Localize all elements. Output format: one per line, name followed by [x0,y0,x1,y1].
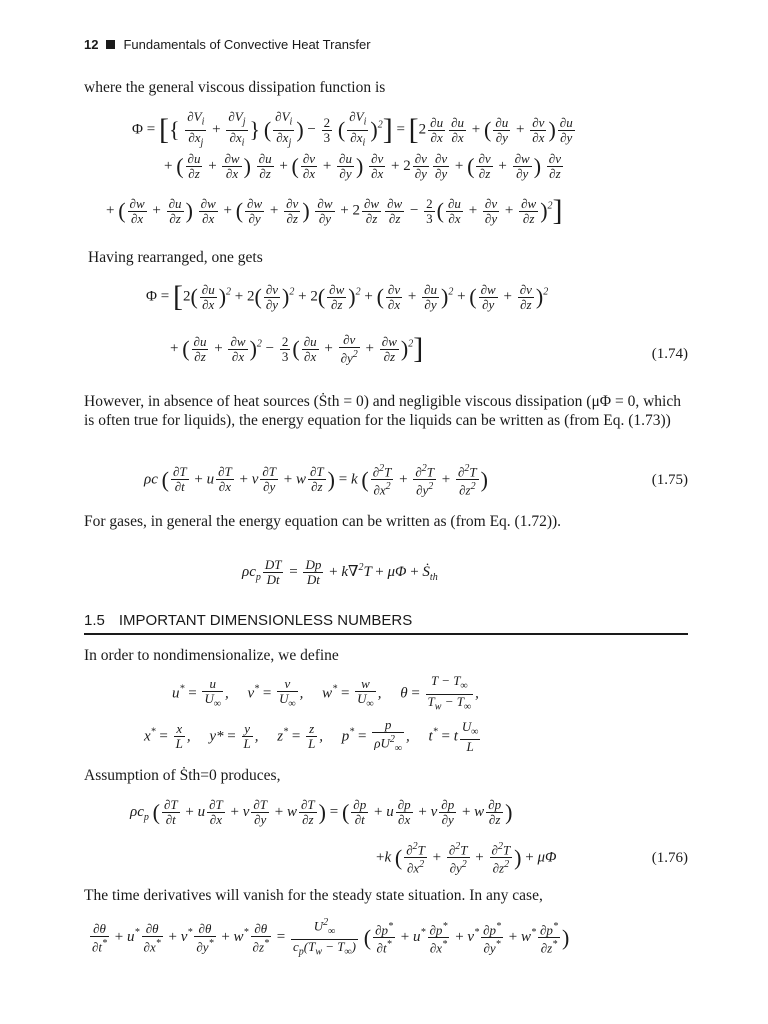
equation-phi-general-line1: Φ = [{ $\frac{\partial V_i}{\partial x_j}$ + $\frac{\partial V_j}{\partial x_i}$ } ( $\frac{\partial V_i}{\partial x_j}$ ) − $\frac{2}{3}$ ( $\frac{\partial V_i}{\partial x_i}$ )$^2$] = [2 $\frac{\partial u}{\partial x}$ $\frac{\partial u}{\partial x}$ + ( $\frac{\partial u}{\partial y}$ + $\frac{\partial v}{\partial x}$ ) $\frac{\partial u}{\partial y}$ [132,109,573,149]
equation-dimensionless-energy: $\frac{\partial\theta}{\partial t^*}$ + u* $\frac{\partial\theta}{\partial x^*}$ + v* $\frac{\partial\theta}{\partial y^*}$ + w* $\frac{\partial\theta}{\partial z^*}$ = $\frac{U^2_\infty}{c_p(T_w - T_\infty)}$ ( $\frac{\partial p^*}{\partial t^*}$ + u* $\frac{\partial p^*}{\partial x^*}$ + v* $\frac{\partial p^*}{\partial y^*}$ + w* $\frac{\partial p^*}{\partial z^*}$ ) [92,917,570,958]
rearranged-text: Having rearranged, one gets [88,249,263,266]
equation-1-75: ρc ( $\frac{\partial T}{\partial t}$ + u $\frac{\partial T}{\partial x}$ + v $\frac{\partial T}{\partial y}$ + w $\frac{\partial T}{\partial z}$ ) = k ( $\frac{\partial^2T}{\partial x^2}$ + $\frac{\partial^2T}{\partial y^2}$ + $\frac{\partial^2T}{\partial z^2}$ ) (1.75) [144,463,688,498]
section-heading [84,612,688,635]
equation-1-74-line2: + ( $\frac{\partial u}{\partial z}$ + $\frac{\partial w}{\partial x}$ )$^2$ − $\frac{2}{3}$ ( $\frac{\partial u}{\partial x}$ + $\frac{\partial v}{\partial y^2}$ + $\frac{\partial w}{\partial z}$ )$^2$] (1.74) [170,331,688,366]
however-text: However, in absence of heat sources (Ṡth = 0) and negligible viscous dissipation (μΦ = 0, which is often true for liquids), the energy equation for the liquids can be written as (from Eq. (1.73)) [84,393,681,429]
equation-number: (1.74) [651,346,688,362]
equation-phi-general-line2: + ( $\frac{\partial u}{\partial z}$ + $\frac{\partial w}{\partial x}$ ) $\frac{\partial u}{\partial z}$ + ( $\frac{\partial v}{\partial x}$ + $\frac{\partial u}{\partial y}$ ) $\frac{\partial v}{\partial x}$ + 2 $\frac{\partial v}{\partial y}$ $\frac{\partial v}{\partial y}$ + ( $\frac{\partial v}{\partial z}$ + $\frac{\partial w}{\partial y}$ ) $\frac{\partial v}{\partial z}$ [164,151,561,181]
section-title: IMPORTANT DIMENSIONLESS NUMBERS [118,612,413,629]
header-square-icon [106,40,115,49]
equation-number: (1.75) [651,472,688,488]
equation-number: (1.76) [651,850,688,866]
running-header [84,37,371,52]
nondim-text: In order to nondimensionalize, we define [84,647,339,664]
equation-dimensionless-velocities: u* = $\frac{u}{U_\infty}$ , v* = $\frac{v}{U_\infty}$ , w* = $\frac{w}{U_\infty}$ , θ = $\frac{T - T_\infty}{T_w - T_\infty}$ , [172,673,479,713]
time-derivative-text: The time derivatives will vanish for the steady state situation. In any case, [84,887,543,904]
equation-dimensionless-coordinates: x* = $\frac{x}{L}$ , y* = $\frac{y}{L}$ , z* = $\frac{z}{L}$ , p* = $\frac{p}{\rho U^2_\infty}$ , t* = t $\frac{U_\infty}{L}$ [144,717,479,755]
equation-1-74-line1: Φ = [2( $\frac{\partial u}{\partial x}$ )$^2$ + 2( $\frac{\partial v}{\partial y}$ )$^2$ + 2( $\frac{\partial w}{\partial z}$ )$^2$ + ( $\frac{\partial v}{\partial x}$ + $\frac{\partial u}{\partial y}$ )$^2$ + ( $\frac{\partial w}{\partial y}$ + $\frac{\partial v}{\partial z}$ )$^2$ [146,280,549,313]
gases-text: For gases, in general the energy equation can be written as (from Eq. (1.72)). [84,513,562,530]
assumption-text: Assumption of Ṡth=0 produces, [84,767,281,784]
equation-gas-energy: $\rho c_p$ $\frac{DT}{Dt}$ = $\frac{Dp}{Dt}$ + k∇$^2$T + μΦ + Ṡ$_{th}$ [242,557,438,587]
equation-1-76-line1: $\rho c_p$ ( $\frac{\partial T}{\partial t}$ + u $\frac{\partial T}{\partial x}$ + v $\frac{\partial T}{\partial y}$ + w $\frac{\partial T}{\partial z}$ ) = ( $\frac{\partial p}{\partial t}$ + u $\frac{\partial p}{\partial x}$ + v $\frac{\partial p}{\partial y}$ + w $\frac{\partial p}{\partial z}$ ) [130,797,513,827]
header-title: Fundamentals of Convective Heat Transfer [123,37,371,52]
intro-text: where the general viscous dissipation function is [84,79,386,96]
section-number: 1.5 [84,612,105,629]
equation-1-76-line2: +k ( $\frac{\partial^2T}{\partial x^2}$ + $\frac{\partial^2T}{\partial y^2}$ + $\frac{\partial^2T}{\partial z^2}$ ) + μΦ (1.76) [376,841,688,876]
equation-phi-general-line3: + ( $\frac{\partial w}{\partial x}$ + $\frac{\partial u}{\partial z}$ ) $\frac{\partial w}{\partial x}$ + ( $\frac{\partial w}{\partial y}$ + $\frac{\partial v}{\partial z}$ ) $\frac{\partial w}{\partial y}$ + 2 $\frac{\partial w}{\partial z}$ $\frac{\partial w}{\partial z}$ − $\frac{2}{3}$ ( $\frac{\partial u}{\partial x}$ + $\frac{\partial v}{\partial y}$ + $\frac{\partial w}{\partial z}$ )$^2$] [106,194,563,227]
page-number: 12 [84,37,99,52]
